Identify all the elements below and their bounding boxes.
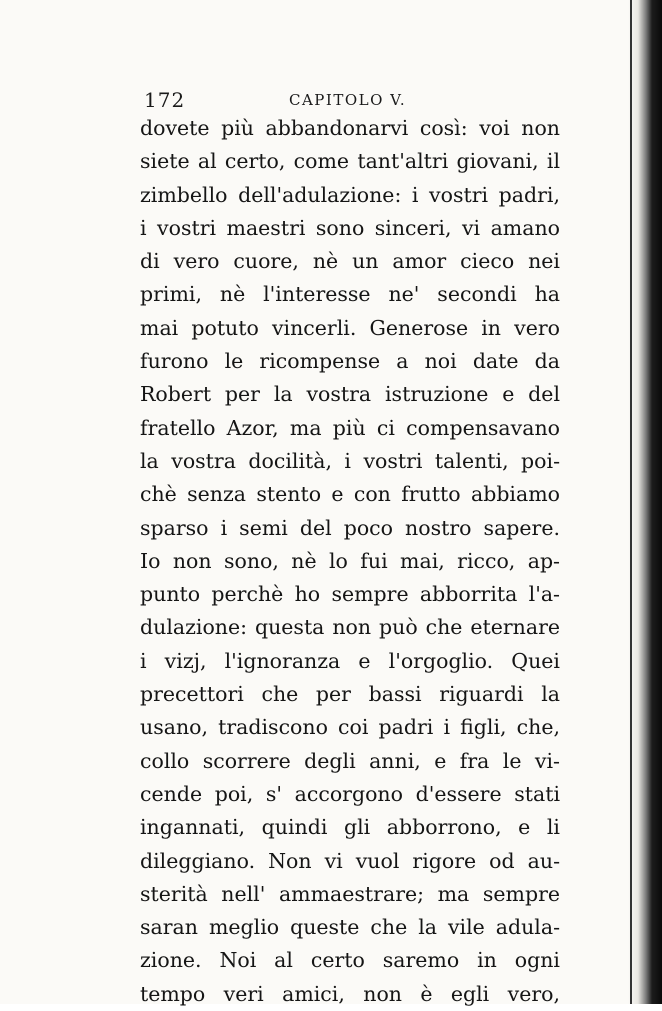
text-line: zimbello dell'adulazione: i vostri padri, <box>140 182 560 207</box>
text-line: Io non sono, nè lo fui mai, ricco, ap- <box>140 548 560 573</box>
text-line: dulazione: questa non può che eternare <box>140 615 560 640</box>
text-line: di vero cuore, nè un amor cieco nei <box>140 249 560 274</box>
text-line: collo scorrere degli anni, e fra le vi- <box>140 748 560 773</box>
spine-fold-line <box>630 0 632 1004</box>
text-line: sparso i semi del poco nostro sapere. <box>140 515 560 540</box>
text-line: usano, tradiscono coi padri i figli, che, <box>140 715 560 740</box>
text-line: dovete più abbandonarvi così: voi non <box>140 116 560 140</box>
text-line: chè senza stento e con frutto abbiamo <box>140 482 560 507</box>
running-head: CAPITOLO V. <box>289 91 407 109</box>
text-line: precettori che per bassi riguardi la <box>140 682 560 707</box>
text-line: ingannati, quindi gli abborrono, e li <box>140 815 560 840</box>
text-line: i vostri maestri sono sinceri, vi amano <box>140 215 560 240</box>
text-line: fratello Azor, ma più ci compensavano <box>140 415 560 440</box>
text-line: la vostra docilità, i vostri talenti, poi- <box>140 448 560 473</box>
text-line: mai potuto vincerli. Generose in vero <box>140 315 560 340</box>
text-line: saran meglio queste che la vile adula- <box>140 915 560 940</box>
text-line: tempo veri amici, non è egli vero, <box>140 981 560 1006</box>
body-text <box>140 112 560 1011</box>
text-line: sterità nell' ammaestrare; ma sempre <box>140 881 560 906</box>
text-line: zione. Noi al certo saremo in ogni <box>140 948 560 973</box>
page-number: 172 <box>144 88 186 112</box>
book-spine-edge <box>628 0 662 1004</box>
text-line: siete al certo, come tant'altri giovani, il <box>140 149 560 174</box>
text-line: primi, nè l'interesse ne' secondi ha <box>140 282 560 307</box>
text-line: cende poi, s' accorgono d'essere stati <box>140 781 560 806</box>
text-line: i vizj, l'ignoranza e l'orgoglio. Quei <box>140 648 560 673</box>
text-line: Robert per la vostra istruzione e del <box>140 382 560 407</box>
text-line: furono le ricompense a noi date da <box>140 349 560 374</box>
text-line: dileggiano. Non vi vuol rigore od au- <box>140 848 560 873</box>
text-line: punto perchè ho sempre abborrita l'a- <box>140 582 560 607</box>
